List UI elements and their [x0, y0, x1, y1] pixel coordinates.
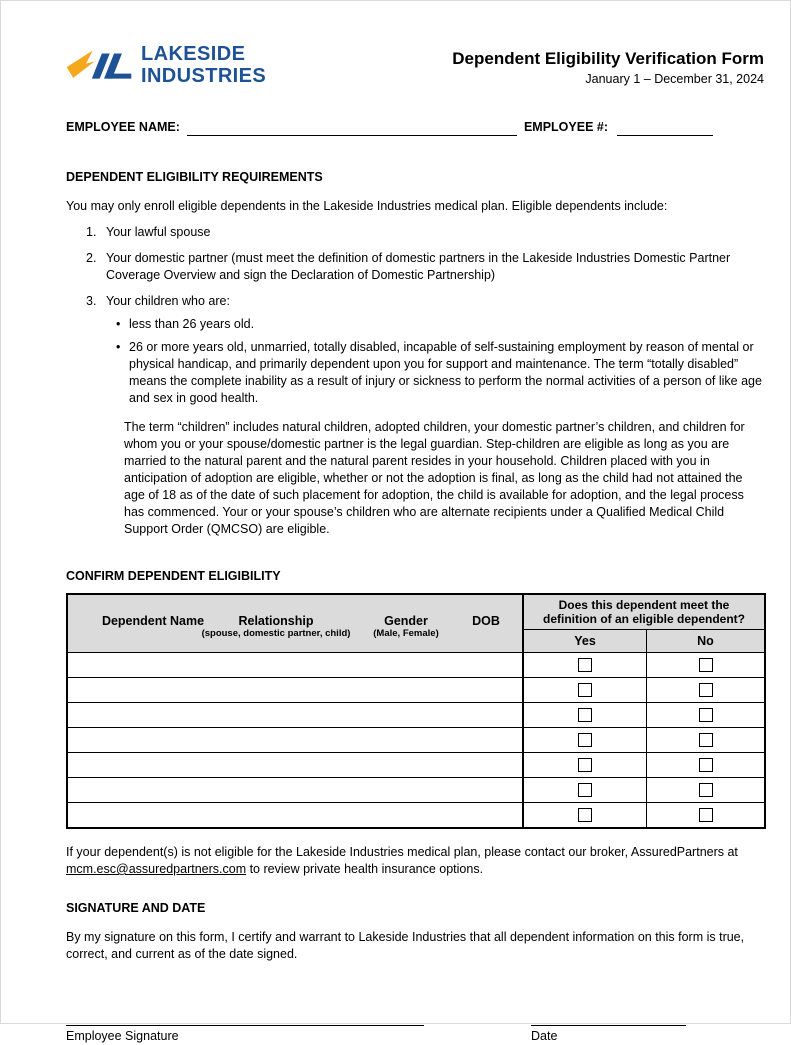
yes-checkbox[interactable] — [578, 658, 592, 672]
no-checkbox[interactable] — [699, 783, 713, 797]
employee-name-label: EMPLOYEE NAME: — [66, 120, 180, 134]
table-row — [68, 777, 764, 802]
col-label: Dependent Name — [101, 614, 205, 628]
yes-cell — [524, 728, 647, 752]
item-number: 2. — [86, 251, 97, 265]
dependent-fields-cell[interactable] — [68, 653, 524, 677]
broker-note-before: If your dependent(s) is not eligible for the Lakeside Industries medical plan, please contact our broker, AssuredPartners at — [66, 845, 738, 859]
dependent-fields-cell[interactable] — [68, 803, 524, 827]
logo-arrow-icon — [67, 51, 95, 78]
numbered-item-2 — [66, 250, 764, 284]
signature-row — [66, 1011, 764, 1045]
col-eligibility-question: Does this dependent meet the definition of an eligible dependent? — [524, 595, 764, 630]
col-no: No — [697, 633, 714, 648]
requirements-intro: You may only enroll eligible dependents in the Lakeside Industries medical plan. Eligible dependents include: — [66, 199, 668, 213]
yes-no-header-row — [524, 630, 764, 652]
no-cell — [647, 753, 764, 777]
table-row — [68, 752, 764, 777]
yes-checkbox[interactable] — [578, 758, 592, 772]
children-definition-note: The term “children” includes natural children, adopted children, your domestic partner’s children, and children for whom you or your spouse/domestic partner is the legal guardian. Step-children are eligible as long as you are married to the natural parent and the natural parent resides in your household. Children placed with you in anticipation of adoption are eligible, whether or not the adoption is final, as long as the child had not attained the age of 18 as of the date of such placement for adoption, the child is available for adoption, and the legal process has commenced. Your or your spouse’s children who are alternate recipients under a Qualified Medical Child Support Order (QMCSO) are eligible. — [124, 420, 745, 536]
yes-checkbox[interactable] — [578, 808, 592, 822]
dependent-fields-cell[interactable] — [68, 728, 524, 752]
dependent-fields-cell[interactable] — [68, 703, 524, 727]
dependent-fields-cell[interactable] — [68, 678, 524, 702]
no-cell — [647, 653, 764, 677]
signature-statement: By my signature on this form, I certify and warrant to Lakeside Industries that all dependent information on this form is true, correct, and current as of the date signed. — [66, 930, 745, 961]
col-gender — [373, 614, 438, 639]
yes-cell — [524, 678, 647, 702]
no-cell — [647, 778, 764, 802]
table-body — [68, 652, 764, 827]
bullet-item-2 — [66, 339, 764, 407]
table-row — [68, 727, 764, 752]
yes-cell — [524, 778, 647, 802]
no-checkbox[interactable] — [699, 808, 713, 822]
col-relationship — [202, 614, 351, 639]
broker-note-after: to review private health insurance options. — [246, 862, 484, 876]
yes-checkbox[interactable] — [578, 708, 592, 722]
confirm-eligibility-heading: CONFIRM DEPENDENT ELIGIBILITY — [66, 569, 281, 583]
employee-number-label: EMPLOYEE #: — [523, 120, 608, 134]
yes-cell — [524, 803, 647, 827]
table-row — [68, 652, 764, 677]
logo-foot-icon — [108, 74, 132, 79]
no-checkbox[interactable] — [699, 758, 713, 772]
title-block — [452, 39, 764, 88]
logo-wordmark — [141, 43, 266, 87]
bullet-icon: • — [116, 340, 121, 354]
employee-signature-block — [66, 1011, 424, 1045]
item-text: Your children who are: — [106, 294, 230, 308]
bullet-text: less than 26 years old. — [129, 317, 255, 331]
lakeside-logo-icon — [66, 39, 132, 91]
broker-email-link[interactable]: mcm.esc@assuredpartners.com — [66, 862, 247, 876]
item-number: 1. — [86, 225, 97, 239]
yes-cell — [524, 753, 647, 777]
col-yes: Yes — [524, 630, 647, 652]
no-cell — [647, 728, 764, 752]
company-logo — [66, 39, 266, 91]
yes-cell — [524, 703, 647, 727]
bullet-icon: • — [116, 317, 121, 331]
col-label: DOB — [472, 614, 500, 628]
logo-word-2: INDUSTRIES — [141, 65, 267, 87]
table-row — [68, 702, 764, 727]
date-block — [531, 1011, 686, 1045]
no-checkbox[interactable] — [699, 683, 713, 697]
table-row — [68, 677, 764, 702]
no-cell — [647, 803, 764, 827]
col-sublabel: (spouse, domestic partner, child) — [201, 628, 351, 639]
employee-name-field[interactable] — [187, 120, 517, 136]
signature-heading: SIGNATURE AND DATE — [66, 901, 206, 915]
col-dependent-name — [102, 614, 204, 628]
item-text: Your lawful spouse — [106, 225, 211, 239]
form-title: Dependent Eligibility Verification Form — [452, 49, 764, 68]
dependent-fields-cell[interactable] — [68, 778, 524, 802]
no-checkbox[interactable] — [699, 658, 713, 672]
table-row — [68, 802, 764, 827]
bullet-item-1 — [66, 316, 764, 333]
item-text: Your domestic partner (must meet the definition of domestic partners in the Lakeside Industries Domestic Partner Coverage Overview and sign the Declaration of Domestic Partnership) — [106, 251, 731, 282]
table-header-right — [524, 595, 764, 652]
employee-row — [66, 119, 764, 136]
broker-note — [66, 844, 764, 878]
yes-cell — [524, 653, 647, 677]
dependents-table — [66, 593, 766, 829]
item-number: 3. — [86, 294, 97, 308]
yes-checkbox[interactable] — [578, 783, 592, 797]
form-date-range: January 1 – December 31, 2024 — [585, 72, 764, 86]
yes-checkbox[interactable] — [578, 683, 592, 697]
col-label: Gender — [384, 614, 428, 628]
no-cell — [647, 703, 764, 727]
table-header — [68, 595, 764, 652]
no-checkbox[interactable] — [699, 733, 713, 747]
date-label: Date — [531, 1029, 558, 1043]
col-sublabel: (Male, Female) — [373, 628, 439, 639]
employee-signature-label: Employee Signature — [66, 1029, 179, 1043]
col-dob — [472, 614, 500, 628]
numbered-item-3 — [66, 293, 764, 310]
bullet-text: 26 or more years old, unmarried, totally disabled, incapable of self-sustaining employment by reason of mental or physical handicap, and primarily dependent upon you for support and maintenance. The term “totally disabled” means the complete inability as a result of injury or sickness to perform the normal activities of a person of like age and sex in good health. — [129, 340, 762, 405]
employee-number-field[interactable] — [617, 120, 713, 136]
yes-checkbox[interactable] — [578, 733, 592, 747]
dependent-fields-cell[interactable] — [68, 753, 524, 777]
requirements-heading: DEPENDENT ELIGIBILITY REQUIREMENTS — [66, 170, 323, 184]
no-cell — [647, 678, 764, 702]
page-header — [66, 39, 764, 91]
col-label: Relationship — [238, 614, 314, 628]
numbered-item-1 — [66, 224, 764, 241]
table-header-left — [68, 595, 524, 652]
logo-word-1: LAKESIDE — [141, 43, 246, 65]
no-checkbox[interactable] — [699, 708, 713, 722]
